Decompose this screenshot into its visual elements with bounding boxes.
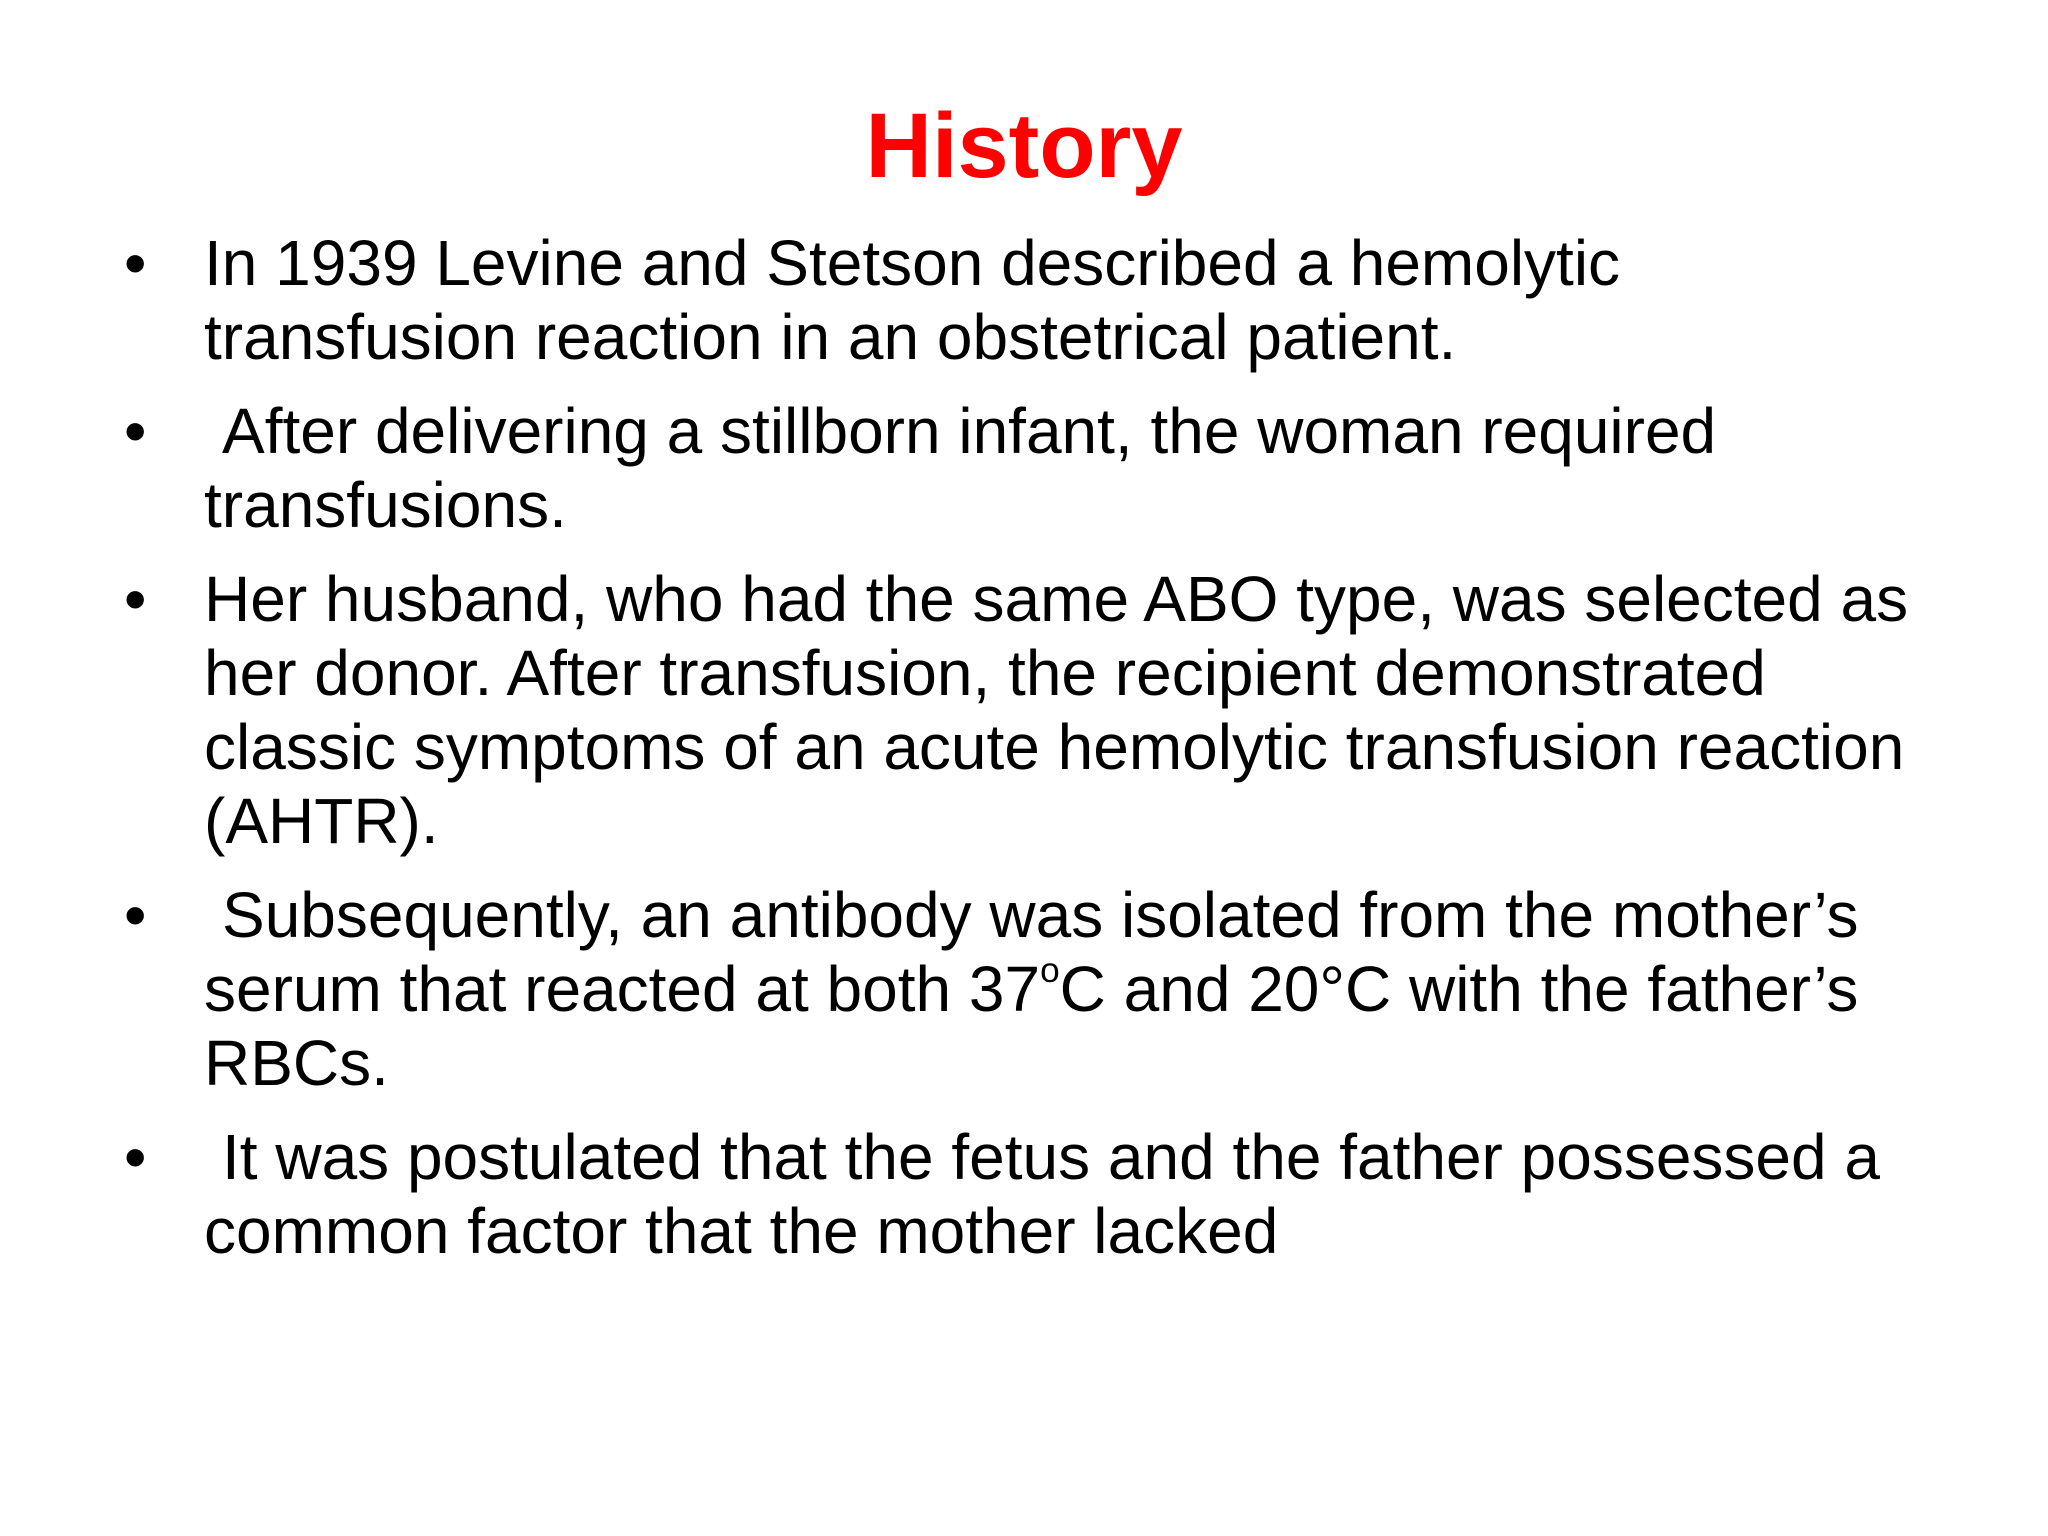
bullet-text: Her husband, who had the same ABO type, was selected as her donor. After transfusion, the recipient demonstrated classic symptoms of an acute hemolytic transfusion reaction (AHTR). xyxy=(204,563,1909,857)
degree-superscript: o xyxy=(1040,950,1060,990)
bullet-item-5 xyxy=(120,1120,1950,1268)
bullet-item-1 xyxy=(120,226,1950,374)
slide-title: History xyxy=(865,95,1183,197)
bullet-item-4 xyxy=(120,878,1950,1100)
bullet-text: It was postulated that the fetus and the father possessed a common factor that the mother lacked xyxy=(204,1121,1880,1267)
bullet-text-part1: Subsequently, an antibody was isolated from the mother’s serum that reacted at both 37 xyxy=(204,879,1859,1025)
bullet-text xyxy=(204,878,1950,1100)
bullet-icon: • xyxy=(124,879,147,951)
bullet-item-3 xyxy=(120,562,1950,858)
bullet-text: After delivering a stillborn infant, the woman required transfusions. xyxy=(204,395,1717,541)
bullet-text-part2: C and 20°C with the father’s RBCs. xyxy=(204,953,1859,1099)
bullet-icon: • xyxy=(124,395,147,467)
bullet-item-2 xyxy=(120,394,1950,542)
bullet-text: In 1939 Levine and Stetson described a hemolytic transfusion reaction in an obstetrical patient. xyxy=(204,227,1621,373)
bullet-list xyxy=(120,226,1950,1288)
bullet-icon: • xyxy=(124,563,147,635)
bullet-icon: • xyxy=(124,227,147,299)
bullet-icon: • xyxy=(124,1121,147,1193)
